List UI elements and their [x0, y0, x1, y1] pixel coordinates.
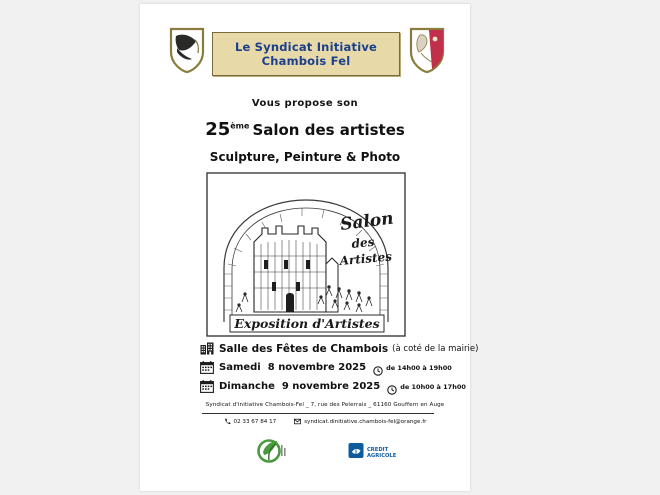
poster-sheet	[140, 4, 479, 491]
envelope-icon	[294, 418, 301, 425]
svg-text:CREDIT: CREDIT	[367, 447, 389, 453]
date-label: 9 novembre 2025	[281, 381, 381, 392]
email-item	[294, 418, 426, 425]
event-details	[200, 342, 479, 399]
coat-of-arms-left-icon	[168, 26, 206, 74]
day-label: Dimanche	[219, 381, 275, 392]
poster-artwork	[206, 172, 406, 337]
artwork-title-line-1: Salon	[339, 208, 395, 235]
date-label: 8 novembre 2025	[267, 362, 367, 373]
building-icon	[200, 342, 214, 355]
event-title: Salon des artistes	[252, 121, 405, 139]
clock-icon	[373, 363, 383, 373]
artwork-title-line-3: Artistes	[339, 249, 393, 268]
poster-header	[140, 26, 470, 84]
date-row-saturday	[200, 361, 470, 374]
logo-credit-agricole-icon	[348, 442, 404, 469]
footer-divider	[202, 413, 434, 414]
svg-text:AGRICOLE: AGRICOLE	[367, 453, 397, 459]
email-address: syndicat.dinitiative.chambois-fel@orange.fr	[304, 418, 427, 425]
date-row-sunday	[200, 380, 470, 393]
event-subtitle: Sculpture, Peinture & Photo	[209, 150, 401, 164]
edition-suffix: ème	[230, 121, 250, 131]
venue-note: (à coté de la mairie)	[392, 343, 479, 354]
edition-number: 25	[205, 119, 231, 140]
footer-contacts	[200, 418, 450, 425]
banner-line-2: Chambois Fel	[261, 54, 351, 68]
phone-item	[224, 418, 277, 425]
calendar-icon	[200, 380, 214, 393]
footer-address: Syndicat d'initiative Chambois-Fel _ 7, rue des Pelerrais _ 61160 Gouffern en Auge	[205, 402, 445, 408]
organizer-banner	[212, 32, 400, 76]
event-title-line	[140, 119, 470, 140]
hours-label: de 10h00 à 17h00	[400, 382, 466, 391]
clock-icon	[387, 382, 397, 392]
venue-name: Salle des Fêtes de Chambois	[219, 342, 389, 355]
sponsor-logos	[200, 436, 460, 472]
phone-icon	[224, 418, 231, 425]
logo-green-icon	[256, 436, 290, 471]
artwork-caption: Exposition d'Artistes	[234, 316, 380, 331]
calendar-icon	[200, 361, 214, 374]
hours-label: de 14h00 à 19h00	[386, 363, 452, 372]
phone-number: 02 33 67 84 17	[233, 418, 277, 425]
artwork-title-line-2: des	[350, 234, 375, 251]
propose-text: Vous propose son	[251, 98, 359, 109]
day-label: Samedi	[219, 362, 261, 373]
coat-of-arms-right-icon	[408, 26, 446, 74]
venue-row	[200, 342, 479, 355]
banner-line-1: Le Syndicat Initiative	[234, 39, 378, 54]
